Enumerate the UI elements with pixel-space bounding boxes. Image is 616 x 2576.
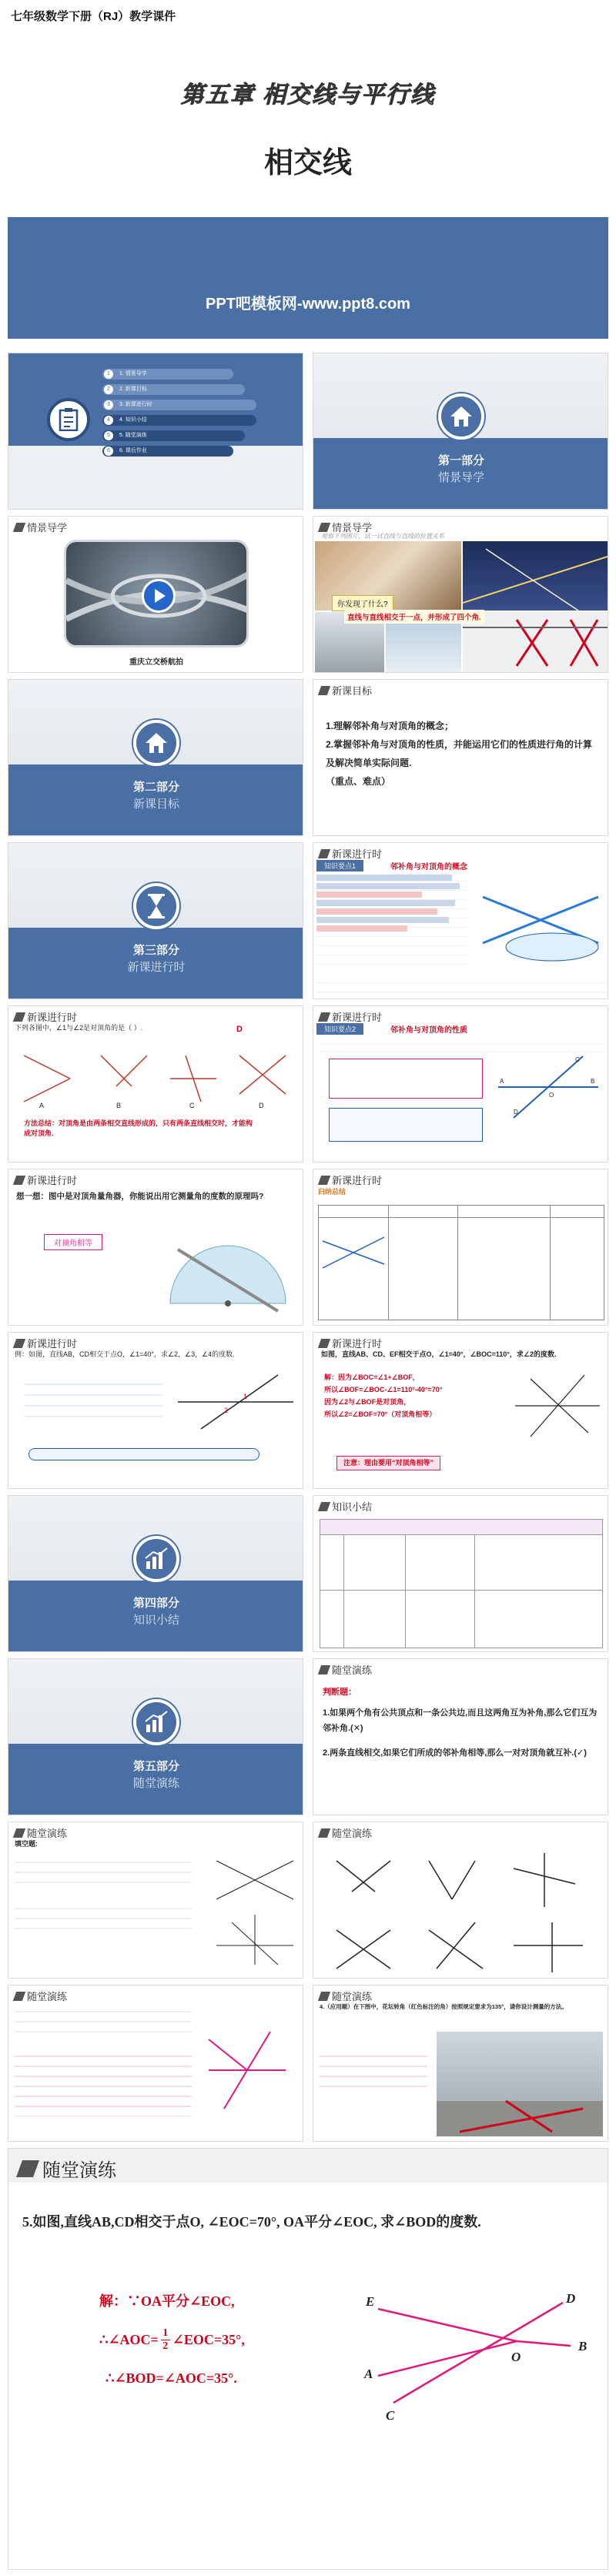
svg-text:E: E	[366, 2294, 375, 2309]
application-solution	[320, 2047, 427, 2093]
photo-night-bridge	[463, 541, 608, 611]
slide-heading: 随堂演练	[332, 1991, 373, 2002]
summary-table-slide	[313, 1169, 608, 1326]
slide-heading: 新课目标	[332, 685, 373, 697]
site-label: PPT吧模板网-www.ppt8.com	[206, 296, 410, 313]
svg-text:2: 2	[224, 1407, 229, 1414]
growth-chart-icon	[133, 1699, 179, 1745]
summary-table	[318, 1205, 604, 1320]
part2-name: 新课目标	[132, 798, 179, 811]
final-heading: 随堂演练	[19, 2155, 116, 2182]
goals-slide	[313, 679, 608, 836]
property-text	[320, 1037, 604, 1052]
slide-heading: 情景导学	[332, 522, 373, 534]
think-box	[329, 1108, 483, 1142]
part2-slide	[8, 679, 303, 836]
growth-chart-icon	[133, 1536, 179, 1582]
slide-heading: 知识小结	[332, 1501, 373, 1513]
home-icon	[133, 720, 179, 766]
intro-photos-slide	[313, 516, 608, 673]
svg-text:A: A	[39, 1102, 45, 1109]
home-icon	[438, 393, 484, 440]
option-diagrams	[16, 1040, 296, 1109]
part4-name: 知识小结	[132, 1614, 179, 1627]
chapter-title: 第五章 相交线与平行线	[180, 82, 436, 108]
final-solution-step-1: 解：∵OA平分∠EOC,	[99, 2293, 235, 2309]
intersect-diagram	[498, 1052, 598, 1122]
part1-label: 第一部分	[437, 454, 484, 467]
svg-text:C: C	[575, 1056, 580, 1063]
svg-text:B: B	[578, 2339, 588, 2354]
svg-text:1: 1	[243, 1393, 248, 1400]
pen-icon	[318, 1828, 330, 1838]
concept-footer	[316, 974, 606, 997]
pen-icon	[318, 1339, 330, 1348]
slide-heading: 新课进行时	[332, 848, 383, 860]
exercise-diagram	[515, 1371, 600, 1440]
toc-item-4: 4 4. 知识小结	[102, 415, 256, 426]
pen-icon	[13, 1992, 25, 2001]
example-diagram	[178, 1371, 293, 1433]
part4-label: 第四部分	[132, 1597, 179, 1610]
fill-blank-slide	[8, 1822, 303, 1979]
summary-grid	[320, 1519, 603, 1648]
part5-name: 随堂演练	[132, 1777, 179, 1790]
pen-icon	[318, 1502, 330, 1511]
pen-icon	[318, 1012, 330, 1022]
think-answer: 对顶角相等	[44, 1234, 102, 1250]
pen-icon	[318, 686, 330, 695]
exercise-step-4: 所以∠2=∠BOF=70°（对顶角相等）	[324, 1410, 437, 1418]
slide-heading: 新课进行时	[332, 1012, 383, 1023]
part3-slide	[8, 842, 303, 999]
clipboard-icon	[47, 398, 90, 441]
svg-text:O: O	[511, 2350, 521, 2364]
example-vertical-angles-slide	[8, 1005, 303, 1163]
method-summary: 方法总结：对顶角是由两条相交直线形成的，只有两条直线相交时，才能构成对顶角.	[24, 1119, 253, 1137]
exercise-slide	[313, 1332, 608, 1489]
toc-item-5: 5 5. 随堂演练	[102, 430, 245, 441]
slide-heading: 随堂演练	[332, 1828, 373, 1839]
photo-hurdle	[463, 612, 608, 672]
slide-heading: 新课进行时	[332, 1338, 383, 1350]
judge-slide	[313, 1658, 608, 1815]
part4-slide	[8, 1495, 303, 1652]
part5-label: 第五部分	[132, 1760, 179, 1773]
part3-label: 第三部分	[132, 944, 179, 957]
example-answer: D	[236, 1025, 243, 1034]
video-thumbnail[interactable]	[64, 540, 249, 647]
flower-bed-photo	[437, 2032, 603, 2136]
goal-1: 1.理解邻补角与对顶角的概念；	[326, 721, 454, 731]
final-solution-step-3: ∴∠BOD=∠AOC=35°.	[105, 2370, 237, 2386]
example-question: 例：如图，直线AB，CD相交于点O，∠1=40°，求∠2，∠3，∠4的度数.	[15, 1350, 235, 1358]
exercise-step-1: 解：因为∠BOC=∠1+∠BOF，	[324, 1373, 420, 1381]
exercise3-solution	[15, 2047, 192, 2116]
goal-2: 2.掌握邻补角与对顶角的性质，并能运用它们的性质进行角的计算及解决简单实际问题.	[326, 739, 593, 768]
application-question: 4.（应用题）在下图中，花坛转角（红色标注的角）按照规定要求为135°，请你设计测量的方法。	[320, 2003, 567, 2010]
toc-item-6: 6 6. 课后作业	[102, 446, 233, 457]
part5-slide	[8, 1658, 303, 1815]
goal-3: （重点、难点）	[326, 776, 391, 787]
slide-heading: 随堂演练	[27, 1991, 68, 2002]
exercise-step-3: 因为∠2与∠BOF是对顶角，	[324, 1398, 411, 1406]
svg-text:D: D	[566, 2291, 576, 2306]
scene-answer: 直线与直线相交于一点，并形成了四个角.	[344, 610, 484, 624]
pen-icon	[318, 1176, 330, 1185]
toc-item-3: 3 3. 新课进行时	[102, 400, 256, 410]
final-exercise-slide	[8, 2148, 608, 2570]
slide-heading: 情景导学	[27, 522, 68, 534]
exercise3-slide	[8, 1985, 303, 2142]
toc-item-1: 1 1. 情景导学	[102, 369, 233, 380]
pen-icon	[16, 2160, 39, 2177]
title-band	[8, 217, 608, 339]
example-solution	[24, 1374, 162, 1420]
svg-text:B: B	[591, 1078, 595, 1085]
svg-text:O: O	[549, 1092, 554, 1099]
summary-label: 归纳总结	[318, 1188, 346, 1196]
example-angle-calc-slide	[8, 1332, 303, 1489]
slide-heading: 新课进行时	[332, 1175, 383, 1186]
scene-question: 你发现了什么?	[332, 595, 393, 611]
toc-item-2: 2 2. 新课目标	[102, 384, 245, 395]
toc-slide	[8, 353, 303, 510]
pen-icon	[318, 1992, 330, 2001]
fill-diagrams	[209, 1853, 301, 1969]
exercise3-text	[15, 2002, 192, 2033]
part1-name: 情景导学	[437, 471, 484, 484]
fill-question-2	[15, 1899, 192, 1930]
svg-text:B: B	[116, 1102, 122, 1109]
course-label: 七年级数学下册（RJ）教学课件	[11, 10, 176, 23]
final-diagram	[363, 2287, 594, 2441]
think-question: 想一想：图中是对顶角量角器，你能说出用它测量角的度数的原理吗?	[16, 1192, 264, 1201]
protractor-image	[162, 1219, 293, 1319]
slide-heading: 随堂演练	[332, 1664, 373, 1676]
example-question: 下列各图中，∠1与∠2是对顶角的是（ ）.	[15, 1024, 143, 1032]
application-slide	[313, 1985, 608, 2142]
final-solution-step-2: ∴∠AOC= $\frac{1}{2}$ ∠EOC=35°,	[99, 2327, 245, 2352]
svg-text:D: D	[259, 1102, 264, 1109]
concept-slide	[313, 842, 608, 999]
pen-icon	[13, 523, 25, 532]
scene-banner: 观察下列图片，试一试直线与直线的位置关系	[321, 533, 444, 540]
svg-text:D: D	[514, 1109, 518, 1116]
pen-icon	[318, 1665, 330, 1674]
knowledge-point-title: 邻补角与对顶角的性质	[390, 1026, 467, 1035]
part1-slide	[313, 353, 608, 510]
pen-icon	[13, 1012, 25, 1022]
svg-text:A: A	[364, 2367, 373, 2381]
part3-name: 新课进行时	[127, 961, 186, 974]
pen-icon	[13, 1176, 25, 1185]
judge-title: 判断题：	[323, 1688, 357, 1697]
lesson-title: 相交线	[263, 147, 352, 179]
knowledge-summary-slide	[313, 1495, 608, 1652]
exercise-question: 如图，直线AB、CD、EF相交于点O，∠1=40°，∠BOC=110°，求∠2的度数.	[321, 1350, 557, 1358]
pen-icon	[13, 1339, 25, 1348]
svg-text:C: C	[189, 1102, 195, 1109]
property-slide	[313, 1005, 608, 1163]
scissors-diagram	[475, 874, 606, 966]
pen-icon	[13, 1828, 25, 1838]
judge-item-2: 2.两条直线相交,如果它们所成的邻补角相等,那么一对对顶角就互补.(✓)	[323, 1748, 587, 1758]
hourglass-icon	[133, 883, 179, 929]
final-question: 5.如图,直线AB,CD相交于点O, ∠EOC=70°, OA平分∠EOC, 求∠BOD的度数.	[22, 2214, 481, 2230]
exercise3-diagram	[201, 2024, 293, 2116]
identify-diagrams	[321, 1845, 601, 1976]
knowledge-point-title: 邻补角与对顶角的概念	[390, 863, 467, 871]
discussion-box	[329, 1059, 483, 1099]
intro-video-slide	[8, 516, 303, 673]
fill-question-1	[15, 1853, 192, 1884]
exercise-step-2: 所以∠BOF=∠BOC-∠1=110°-40°=70°	[324, 1386, 443, 1393]
identify-slide	[313, 1822, 608, 1979]
svg-text:C: C	[386, 2408, 395, 2423]
slide-heading: 新课进行时	[27, 1338, 78, 1350]
play-icon[interactable]	[142, 579, 176, 613]
knowledge-point-tag: 知识要点2	[316, 1023, 363, 1035]
pen-icon	[318, 849, 330, 858]
fill-title: 填空题:	[15, 1840, 38, 1848]
exercise-note: 注意：理由要用“对顶角相等”	[336, 1456, 440, 1470]
part2-label: 第二部分	[132, 781, 179, 794]
tip-box	[28, 1448, 259, 1460]
video-caption: 重庆立交桥航拍	[129, 658, 183, 667]
protractor-slide	[8, 1169, 303, 1326]
judge-item-1: 1.如果两个角有公共顶点和一条公共边,而且这两角互为补角,那么它们互为邻补角.(✕)	[323, 1708, 598, 1733]
svg-text:A: A	[500, 1078, 504, 1085]
slide-heading: 新课进行时	[27, 1175, 78, 1186]
title-slide	[0, 0, 616, 348]
slide-heading: 随堂演练	[27, 1828, 68, 1839]
slide-heading: 新课进行时	[27, 1012, 78, 1023]
pen-icon	[318, 523, 330, 532]
knowledge-point-tag: 知识要点1	[316, 860, 363, 871]
concept-text	[316, 872, 467, 971]
